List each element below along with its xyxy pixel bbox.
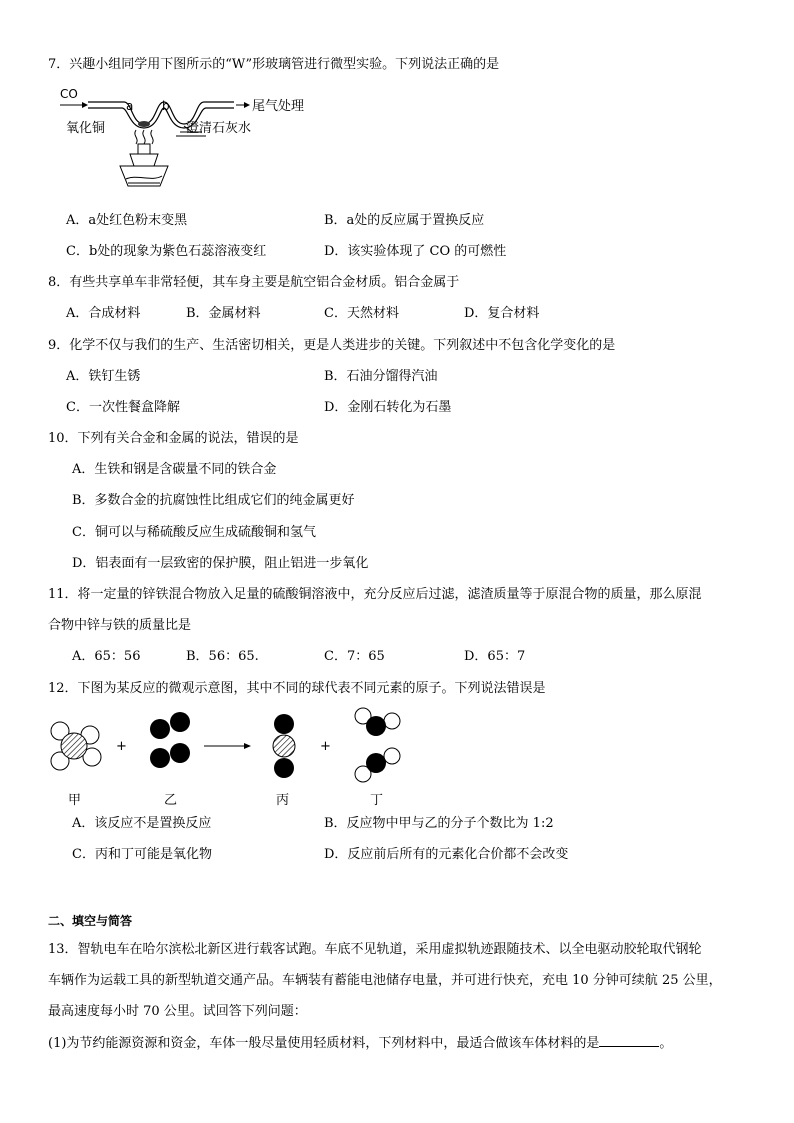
q13-sub1-text: (1)为节约能源资源和资金，车体一般尽量使用轻质材料，下列材料中，最适合做该车体材料的是	[48, 1036, 600, 1051]
label-ding: 丁	[370, 793, 384, 808]
q9-stem: 9．化学不仅与我们的生产、生活密切相关，更是人类进步的关键。下列叙述中不包含化学变化的是	[48, 338, 616, 353]
tail-gas-label: 尾气处理	[252, 99, 305, 114]
q13-line2: 车辆作为运载工具的新型轨道交通产品。车辆装有蓄能电池储存电量，并可进行快充，充电 10 分钟可续航 25 公里，	[48, 973, 722, 988]
q13-line3: 最高速度每小时 70 公里。试回答下列问题：	[48, 1004, 307, 1019]
q7-option-d[interactable]: D．该实验体现了 CO 的可燃性	[324, 244, 507, 259]
q8-option-d[interactable]: D．复合材料	[464, 306, 540, 321]
q11-stem-line1: 11．将一定量的锌铁混合物放入足量的硫酸铜溶液中，充分反应后过滤，滤渣质量等于原混合物的质量，那么原混	[48, 587, 702, 602]
molecule-bing	[273, 714, 295, 778]
q7-option-c[interactable]: C．b处的现象为紫色石蕊溶液变红	[66, 244, 267, 259]
molecule-yi-1	[150, 712, 190, 739]
reaction-microscopic-diagram	[40, 704, 420, 810]
q8-option-b[interactable]: B．金属材料	[186, 306, 261, 321]
label-jia: 甲	[68, 793, 82, 808]
q12-option-d[interactable]: D．反应前后所有的元素化合价都不会改变	[324, 847, 569, 862]
q12-option-c[interactable]: C．丙和丁可能是氧化物	[72, 847, 212, 862]
molecule-ding-2	[355, 748, 400, 782]
limewater-label: 澄清石灰水	[186, 121, 252, 136]
q13-sub1	[48, 1034, 672, 1053]
q8-option-a[interactable]: A．合成材料	[66, 306, 141, 321]
q11-option-a[interactable]: A．65：56	[72, 649, 141, 664]
q12-option-a[interactable]: A．该反应不是置换反应	[72, 816, 212, 831]
q10-option-a[interactable]: A．生铁和钢是含碳量不同的铁合金	[72, 462, 277, 477]
q11-option-c[interactable]: C．7：65	[324, 649, 385, 664]
q13-sub1-end: 。	[659, 1036, 673, 1051]
q8-stem: 8．有些共享单车非常轻便，其车身主要是航空铝合金材质。铝合金属于	[48, 275, 460, 290]
q8-option-c[interactable]: C．天然材料	[324, 306, 399, 321]
q10-option-c[interactable]: C．铜可以与稀硫酸反应生成硫酸铜和氢气	[72, 525, 316, 540]
q7-option-a[interactable]: A．a处红色粉末变黑	[66, 213, 188, 228]
q11-option-b[interactable]: B．56：65.	[186, 649, 259, 664]
q10-option-d[interactable]: D．铝表面有一层致密的保护膜，阻止铝进一步氧化	[72, 556, 369, 571]
q13-line1: 13．智轨电车在哈尔滨松北新区进行载客试跑。车底不见轨道，采用虚拟轨迹跟随技术、以全电驱动胶轮取代钢轮	[48, 942, 702, 957]
q10-stem: 10．下列有关合金和金属的说法，错误的是	[48, 431, 299, 446]
q9-option-c[interactable]: C．一次性餐盒降解	[66, 400, 180, 415]
q12-stem: 12．下图为某反应的微观示意图，其中不同的球代表不同元素的原子。下列说法错误是	[48, 681, 546, 696]
copper-oxide-label: 氧化铜	[66, 121, 106, 136]
co-label: CO	[60, 87, 78, 101]
molecule-ding-1	[355, 708, 400, 736]
q11-option-d[interactable]: D．65：7	[464, 649, 526, 664]
q9-option-d[interactable]: D．金刚石转化为石墨	[324, 400, 452, 415]
q7-stem: 7．兴趣小组同学用下图所示的“W”形玻璃管进行微型实验。下列说法正确的是	[48, 57, 500, 72]
a-label: a	[126, 99, 134, 113]
q13-sub1-answer-blank[interactable]	[599, 1034, 659, 1047]
q7-option-b[interactable]: B．a处的反应属于置换反应	[324, 213, 485, 228]
b-label: b	[162, 99, 170, 113]
plus-sign-1: +	[116, 739, 127, 754]
q11-stem-line2: 合物中锌与铁的质量比是	[48, 618, 192, 633]
label-bing: 丙	[276, 793, 290, 808]
q10-option-b[interactable]: B．多数合金的抗腐蚀性比组成它们的纯金属更好	[72, 493, 355, 508]
q12-option-b[interactable]: B．反应物中甲与乙的分子个数比为 1:2	[324, 816, 554, 831]
section-2-title: 二、填空与简答	[48, 914, 133, 928]
molecule-jia	[51, 722, 101, 770]
w-tube-apparatus-figure	[56, 84, 316, 194]
plus-sign-2: +	[320, 739, 331, 754]
label-yi: 乙	[164, 793, 178, 808]
q9-option-b[interactable]: B．石油分馏得汽油	[324, 369, 438, 384]
molecule-yi-2	[150, 743, 190, 768]
q9-option-a[interactable]: A．铁钉生锈	[66, 369, 141, 384]
